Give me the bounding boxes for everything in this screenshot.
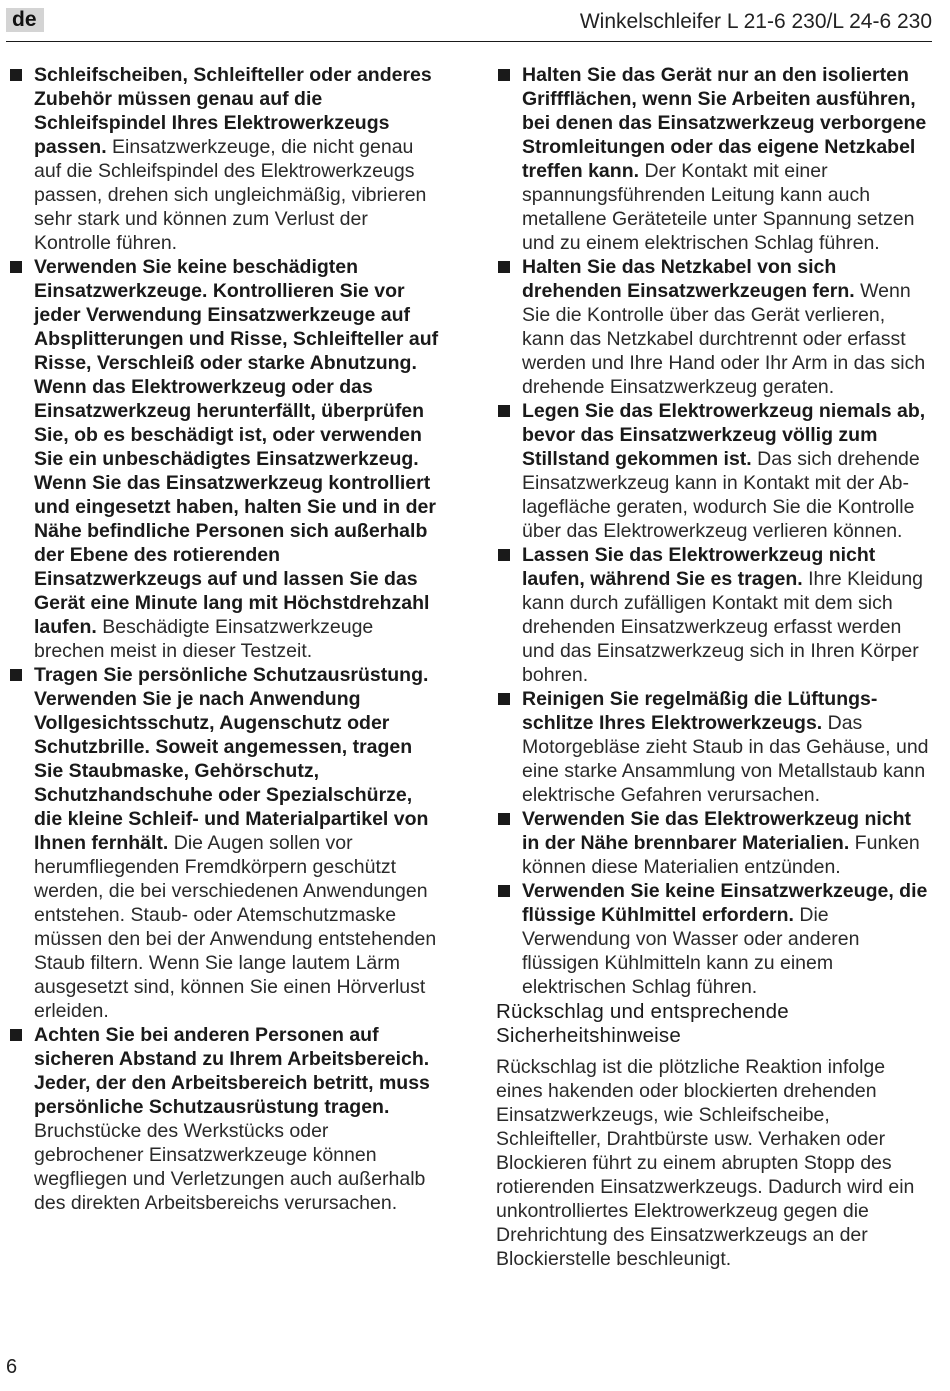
bullet-body-text: Funken können diese Materialien entzünden. — [522, 832, 920, 878]
document-title: Winkelschleifer L 21-6 230/L 24-6 230 — [579, 10, 932, 33]
bullet-body-text: Die Augen sollen vor herumfliegenden Fremdkörpern geschützt werden, die bei verschiedenen Anwendungen entstehen. Staub- oder Atemschutzmaske müssen den bei der Anwendung entstehenden Staub filtern. Wenn Sie lange lautem Lärm ausgesetzt sind, können Sie einen Hörverlust erleiden. — [34, 832, 437, 1022]
bullet-bold-text: Halten Sie das Netzkabel von sich drehenden Einsatzwerkzeugen fern. — [522, 256, 855, 302]
bullet-bold-text: Tragen Sie persönliche Schutzausrüstung. Verwenden Sie je nach Anwendung Vollgesichtsschutz, Augenschutz oder Schutzbrille. Soweit angemessen, tragen Sie Staubmaske, Gehörschutz, Schutzhandschuhe oder Spezialschürze, die kleine Schleif- und Materialpartikel von Ihnen fernhält. — [34, 664, 429, 854]
left-column — [8, 63, 440, 1215]
list-item — [496, 399, 930, 543]
language-badge: de — [6, 8, 44, 32]
bullet-bold-text: Verwenden Sie keine beschädigten Einsatzwerkzeuge. Kontrollieren Sie vor jeder Verwendung Einsatzwerkzeuge auf Absplitterungen und Risse, Schleifteller auf Risse, Verschleiß oder starke Abnutzung. Wenn das Elektrowerkzeug oder das Einsatzwerkzeug herunterfällt, überprüfen Sie, ob es beschädigt ist, oder verwenden Sie ein unbeschädigtes Einsatzwerkzeug. Wenn Sie das Einsatzwerkzeug kontrolliert und eingesetzt haben, halten Sie und in der Nähe befindliche Personen sich außerhalb der Ebene des rotierenden Einsatzwerkzeugs auf und lassen Sie das Gerät eine Minute lang mit Höchstdrehzahl laufen. — [34, 256, 439, 638]
bullet-bold-text: Lassen Sie das Elektrowerkzeug nicht laufen, während Sie es tragen. — [522, 544, 876, 590]
page-number: 6 — [6, 1356, 18, 1378]
list-item — [496, 255, 930, 399]
square-bullet-icon — [10, 1029, 22, 1041]
bullet-body-text: Beschädigte Einsatzwerkzeuge brechen meist in dieser Testzeit. — [34, 616, 374, 662]
square-bullet-icon — [498, 69, 510, 81]
section-heading: Rückschlag und entsprechende Sicherheitshinweise — [496, 1000, 789, 1047]
square-bullet-icon — [10, 69, 22, 81]
right-column — [496, 63, 930, 1271]
list-item — [8, 1023, 440, 1215]
square-bullet-icon — [498, 261, 510, 273]
bullet-bold-text: Verwenden Sie keine Einsatzwerkzeuge, die flüssige Kühlmittel erfordern. — [522, 880, 928, 926]
bullet-body-text: Die Verwendung von Wasser oder anderen flüssigen Kühlmitteln kann zu einem elektrischen Schlag führen. — [522, 904, 860, 998]
square-bullet-icon — [498, 693, 510, 705]
bullet-bold-text: Achten Sie bei anderen Personen auf sicheren Abstand zu Ihrem Arbeitsbereich. Jeder, der den Arbeitsbereich betritt, muss persönliche Schutzausrüstung tragen. — [34, 1024, 430, 1118]
bullet-bold-text: Schleifscheiben, Schleifteller oder anderes Zubehör müssen genau auf die Schleifspindel Ihres Elektrowerkzeugs passen. — [34, 64, 432, 158]
bullet-bold-text: Halten Sie das Gerät nur an den isolierten Griffflächen, wenn Sie Arbeiten ausführen, bei denen das Einsatzwerkzeug verborgene Stromleitungen oder das eigene Netzkabel treffen kann. — [522, 64, 927, 182]
list-item — [496, 543, 930, 687]
bullet-body-text: Ihre Kleidung kann durch zufälligen Kontakt mit dem sich drehenden Einsatzwerkzeug erfasst werden und das Einsatzwerkzeug sich in Ihren Körper bohren. — [522, 568, 924, 686]
square-bullet-icon — [498, 405, 510, 417]
list-item — [496, 687, 930, 807]
square-bullet-icon — [10, 669, 22, 681]
bullet-body-text: Wenn Sie die Kontrolle über das Gerät verlieren, kann das Netzkabel durchtrennt oder erfasst werden und Ihre Hand oder Ihr Arm in das sich drehende Einsatzwerkzeug geraten. — [522, 280, 926, 398]
list-item — [8, 63, 440, 255]
list-item — [8, 255, 440, 663]
bullet-body-text: Der Kontakt mit einer spannungsführenden Leitung kann auch metallene Geräteteile unter Spannung setzen und zu einem elektrischen Schlag führen. — [522, 160, 915, 254]
bullet-bold-text: Legen Sie das Elektrowerkzeug niemals ab, bevor das Einsatzwerkzeug völlig zum Stillstand gekommen ist. — [522, 400, 926, 470]
bullet-body-text: Das Motorgebläse zieht Staub in das Gehäuse, und eine starke Ansammlung von Metallstaub kann elektrische Gefahren verursachen. — [522, 712, 929, 806]
section-paragraph: Rückschlag ist die plötzliche Reaktion infolge eines hakenden oder blockierten drehenden Einsatzwerkzeugs, wie Schleifscheibe, Schleifteller, Drahtbürste usw. Verhaken oder Blockieren führt zu einem abrupten Stopp des rotierenden Einsatzwerkzeugs. Dadurch wird ein unkontrolliertes Elektrowerkzeug gegen die Drehrichtung des Einsatzwerkzeugs an der Blockierstelle beschleunigt. — [496, 1056, 915, 1270]
header-divider — [6, 41, 932, 42]
bullet-bold-text: Reinigen Sie regelmäßig die Lüftungsschlitze Ihres Elektrowerkzeugs. — [522, 688, 878, 734]
bullet-body-text: Einsatzwerkzeuge, die nicht genau auf die Schleifspindel des Elektrowerkzeugs passen, drehen sich ungleichmäßig, vibrieren sehr stark und können zum Verlust der Kontrolle führen. — [34, 136, 427, 254]
square-bullet-icon — [498, 885, 510, 897]
list-item — [496, 879, 930, 999]
bullet-body-text: Bruchstücke des Werkstücks oder gebrochener Einsatzwerkzeuge können wegfliegen und Verletzungen auch außerhalb des direkten Arbeitsbereichs verursachen. — [34, 1120, 426, 1214]
list-item — [496, 807, 930, 879]
square-bullet-icon — [10, 261, 22, 273]
list-item — [8, 663, 440, 1023]
bullet-bold-text: Verwenden Sie das Elektrowerkzeug nicht in der Nähe brennbarer Materialien. — [522, 808, 912, 854]
square-bullet-icon — [498, 549, 510, 561]
bullet-body-text: Das sich drehende Einsatzwerkzeug kann in Kontakt mit der Ablagefläche geraten, wodurch Sie die Kontrolle über das Elektrowerkzeug verlieren können. — [522, 448, 920, 542]
list-item — [496, 63, 930, 255]
square-bullet-icon — [498, 813, 510, 825]
